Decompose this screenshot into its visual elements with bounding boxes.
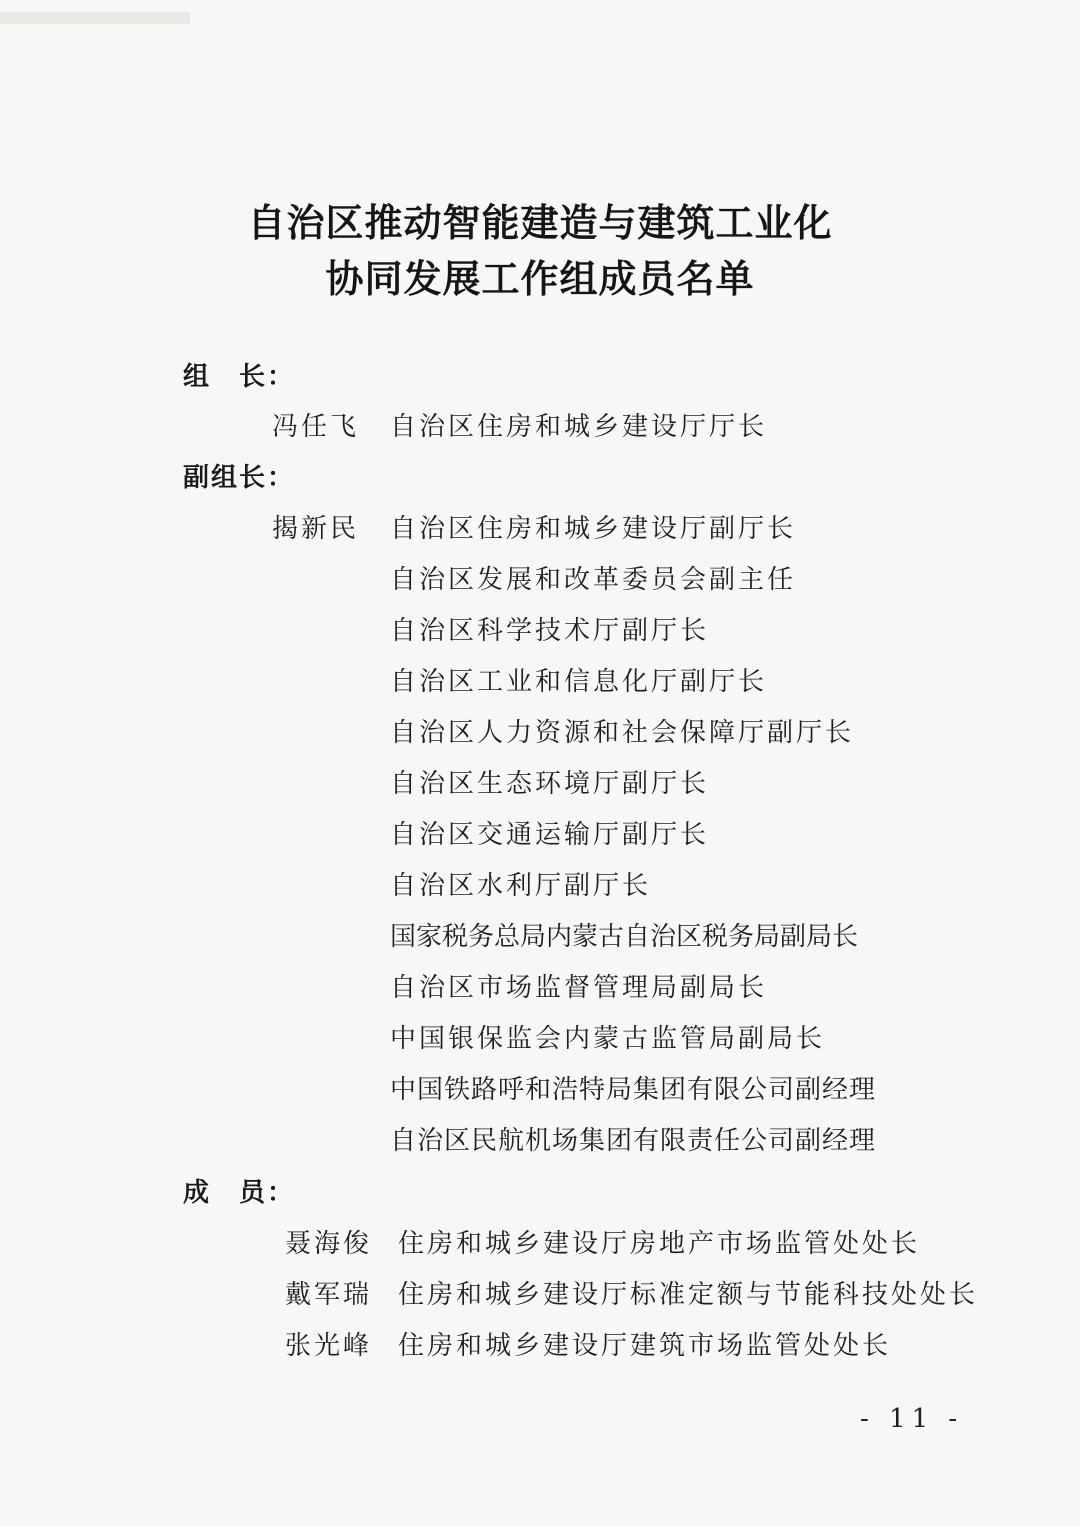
member-post: 住房和城乡建设厅房地产市场监管处处长 — [398, 1229, 921, 1259]
deputy-post: 自治区市场监督管理局副局长 — [390, 973, 768, 1003]
member-post: 住房和城乡建设厅建筑市场监管处处长 — [398, 1331, 892, 1361]
deputy-post: 自治区民航机场集团有限责任公司副经理 — [390, 1126, 877, 1156]
deputy-post: 自治区人力资源和社会保障厅副厅长 — [390, 718, 855, 748]
members-label: 成 员： — [183, 1178, 296, 1208]
member-name: 聂海俊 — [285, 1229, 373, 1259]
deputy-post: 国家税务总局内蒙古自治区税务局副局长 — [390, 922, 859, 952]
deputy-post: 中国银保监会内蒙古监管局副局长 — [390, 1024, 826, 1054]
deputy-post: 自治区水利厅副厅长 — [390, 871, 652, 901]
leader-label: 组 长： — [183, 362, 296, 392]
deputy-post: 自治区科学技术厅副厅长 — [390, 616, 710, 646]
deputy-post: 自治区发展和改革委员会副主任 — [390, 565, 797, 595]
deputy-post: 自治区住房和城乡建设厅副厅长 — [390, 514, 797, 544]
deputy-post: 自治区交通运输厅副厅长 — [390, 820, 710, 850]
member-name: 戴军瑞 — [285, 1280, 373, 1310]
member-name: 张光峰 — [285, 1331, 373, 1361]
deputy-name: 揭新民 — [272, 514, 360, 544]
member-post: 住房和城乡建设厅标准定额与节能科技处处长 — [398, 1280, 979, 1310]
document-title-line-1: 自治区推动智能建造与建筑工业化 — [247, 201, 833, 245]
scan-smudge — [0, 12, 190, 24]
document-title-line-2: 协同发展工作组成员名单 — [325, 257, 755, 301]
leader-name: 冯任飞 — [272, 412, 360, 442]
deputy-label: 副组长： — [183, 463, 296, 493]
page-number: - 11 - — [860, 1404, 964, 1434]
leader-post: 自治区住房和城乡建设厅厅长 — [390, 412, 768, 442]
deputy-post: 中国铁路呼和浩特局集团有限公司副经理 — [390, 1075, 877, 1105]
deputy-post: 自治区生态环境厅副厅长 — [390, 769, 710, 799]
deputy-post: 自治区工业和信息化厅副厅长 — [390, 667, 768, 697]
